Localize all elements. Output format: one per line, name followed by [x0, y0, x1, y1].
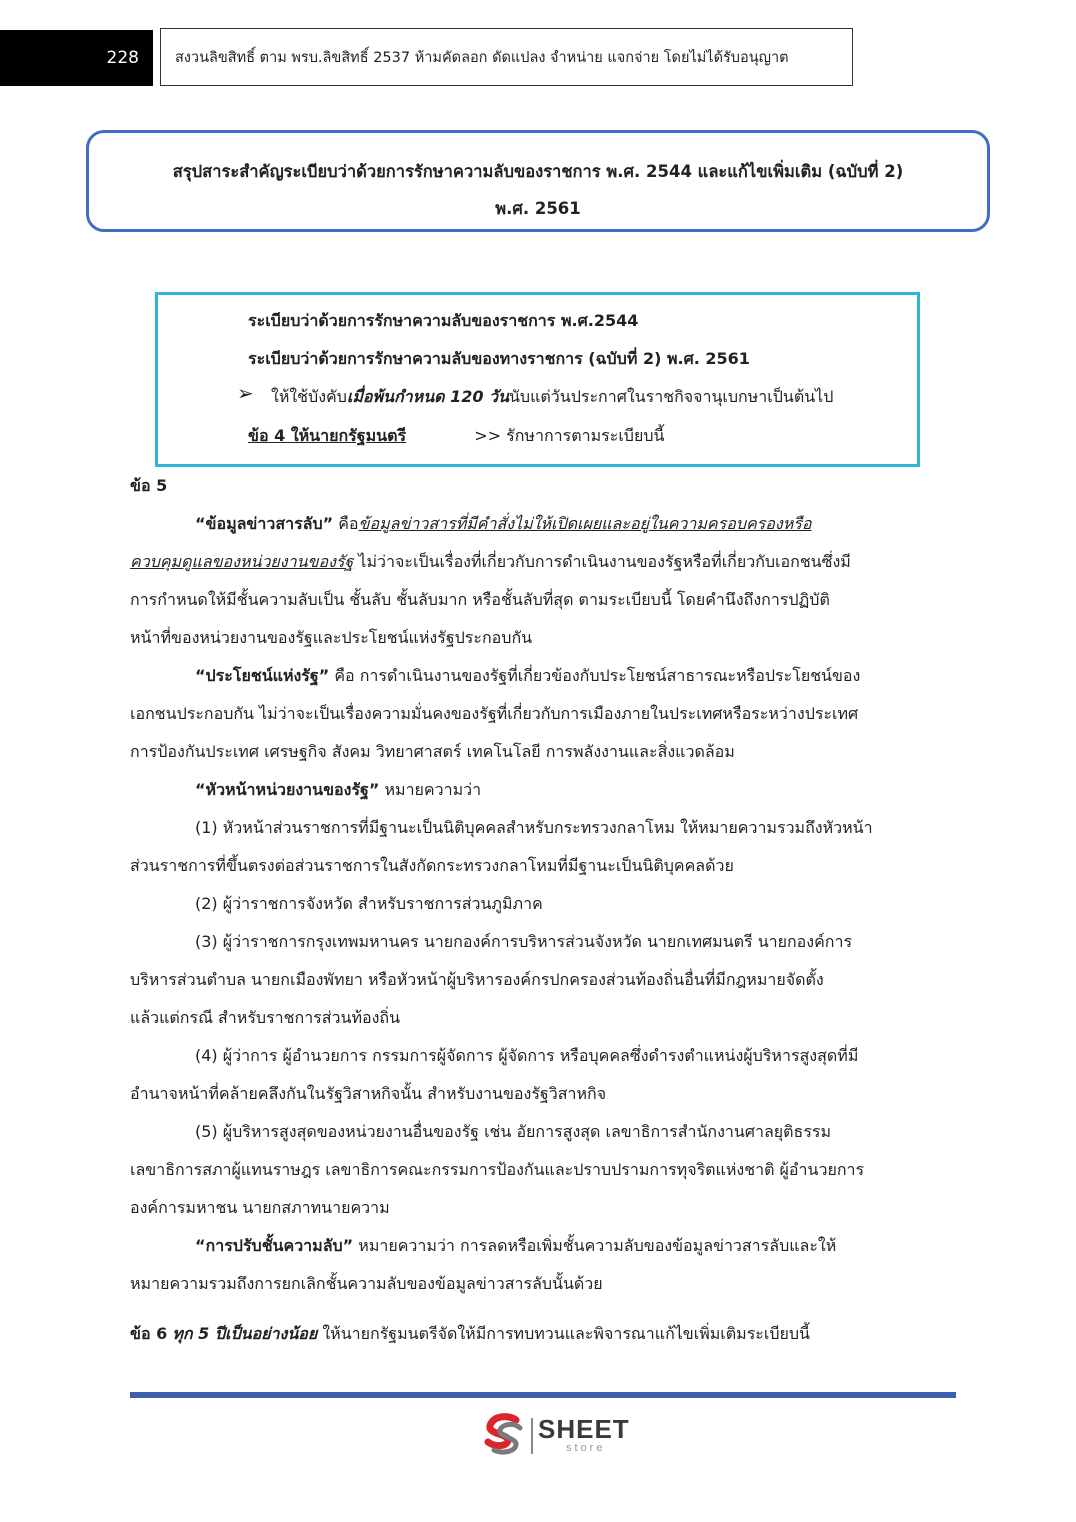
- item-5-line-2: เลขาธิการสภาผู้แทนราษฎร เลขาธิการคณะกรรมการป้องกันและปราบปรามการทุจริตแห่งชาติ ผู้อำนวยการ: [130, 1160, 865, 1179]
- copyright-notice: [160, 28, 853, 86]
- sheet-store-logo-icon: [478, 1412, 528, 1458]
- clause-5-label: ข้อ 5: [130, 476, 168, 495]
- definition-secret-info: [195, 514, 946, 534]
- definition-secret-info-line-2: [130, 552, 946, 572]
- logo-text: SHEET: [538, 1414, 630, 1444]
- regulation-2544: ระเบียบว่าด้วยการรักษาความลับของราชการ พ.ศ.2544: [248, 311, 639, 330]
- definition-secret-info-line-4: หน้าที่ของหน่วยงานของรัฐและประโยชน์แห่งรัฐประกอบกัน: [130, 628, 533, 647]
- definition-agency-head: [195, 780, 946, 800]
- item-4-line-2: อำนาจหน้าที่คล้ายคลึงกันในรัฐวิสาหกิจนั้น สำหรับงานของรัฐวิสาหกิจ: [130, 1084, 607, 1103]
- reclassification-line-1: หมายความว่า การลดหรือเพิ่มชั้นความลับของข้อมูลข่าวสารลับและให้: [353, 1236, 837, 1255]
- term-secret-info: “ข้อมูลข่าวสารลับ”: [195, 514, 334, 533]
- page-number: 228: [0, 30, 153, 86]
- title-line-1: สรุปสาระสำคัญระเบียบว่าด้วยการรักษาความลับของราชการ พ.ศ. 2544 และแก้ไขเพิ่มเติม (ฉบับที่ 2): [172, 162, 904, 181]
- item-3-line-3: แล้วแต่กรณี สำหรับราชการส่วนท้องถิ่น: [130, 1008, 401, 1027]
- title-line-2: พ.ศ. 2561: [495, 199, 581, 218]
- definition-secret-info-line-3: การกำหนดให้มีชั้นความลับเป็น ชั้นลับ ชั้นลับมาก หรือชั้นลับที่สุด ตามระเบียบนี้ โดยคำนึงถึงการปฏิบัติ: [130, 590, 830, 609]
- clause-6-emphasis: ทุก 5 ปีเป็นอย่างน้อย: [172, 1324, 318, 1343]
- clause-6-label: ข้อ 6: [130, 1324, 168, 1343]
- enforcement-line: [271, 385, 833, 410]
- item-5-line-1: (5) ผู้บริหารสูงสุดของหน่วยงานอื่นของรัฐ เช่น อัยการสูงสุด เลขาธิการสำนักงานศาลยุติธรรม: [195, 1122, 832, 1141]
- clause-6-text: ให้นายกรัฐมนตรีจัดให้มีการทบทวนและพิจารณาแก้ไขเพิ่มเติมระเบียบนี้: [317, 1324, 810, 1343]
- document-title: [86, 130, 990, 232]
- item-4-line-1: (4) ผู้ว่าการ ผู้อำนวยการ กรรมการผู้จัดการ ผู้จัดการ หรือบุคคลซึ่งดำรงตำแหน่งผู้บริหารสูงสุดที่มี: [195, 1046, 859, 1065]
- term-state-benefit: “ประโยชน์แห่งรัฐ”: [195, 666, 330, 685]
- definition-reclassification: [195, 1236, 946, 1256]
- clause-4-label: ข้อ 4 ให้นายกรัฐมนตรี: [248, 426, 407, 445]
- item-2-line-1: (2) ผู้ว่าราชการจังหวัด สำหรับราชการส่วนภูมิภาค: [195, 894, 543, 913]
- footer-rule: [130, 1392, 956, 1398]
- state-benefit-line-3: การป้องกันประเทศ เศรษฐกิจ สังคม วิทยาศาสตร์ เทคโนโลยี การพลังงานและสิ่งแวดล้อม: [130, 742, 735, 761]
- arrow-bullet-icon: ➢: [237, 381, 254, 405]
- clause-4-text: >> รักษาการตามระเบียบนี้: [474, 426, 665, 445]
- definition-state-benefit: [195, 666, 946, 686]
- item-3-line-1: (3) ผู้ว่าราชการกรุงเทพมหานคร นายกองค์การบริหารส่วนจังหวัด นายกเทศมนตรี นายกองค์การ: [195, 932, 853, 951]
- term-reclassification: “การปรับชั้นความลับ”: [195, 1236, 354, 1255]
- copyright-text: สงวนลิขสิทธิ์ ตาม พรบ.ลิขสิทธิ์ 2537 ห้ามคัดลอก ดัดแปลง จำหน่าย แจกจ่าย โดยไม่ได้รับอนุญาต: [175, 49, 789, 66]
- state-benefit-line-1: คือ การดำเนินงานของรัฐที่เกี่ยวข้องกับประโยชน์สาธารณะหรือประโยชน์ของ: [329, 666, 861, 685]
- definition-is: คือ: [333, 514, 359, 533]
- item-3-line-2: บริหารส่วนตำบล นายกเมืองพัทยา หรือหัวหน้าผู้บริหารองค์กรปกครองส่วนท้องถิ่นอื่นที่มีกฎหมายจัดตั้ง: [130, 970, 824, 989]
- definition-emphasis-1: ข้อมูลข่าวสารที่มีคำสั่งไม่ให้เปิดเผยและอยู่ในความครอบครองหรือ: [358, 514, 812, 533]
- logo-subtext: store: [566, 1442, 606, 1454]
- clause-4-line: [248, 424, 664, 449]
- definition-rest-2: ไม่ว่าจะเป็นเรื่องที่เกี่ยวกับการดำเนินงานของรัฐหรือที่เกี่ยวกับเอกชนซึ่งมี: [353, 552, 851, 571]
- term-agency-head: “หัวหน้าหน่วยงานของรัฐ”: [195, 780, 380, 799]
- item-5-line-3: องค์การมหาชน นายกสภาทนายความ: [130, 1198, 390, 1217]
- clause-6: [130, 1324, 946, 1344]
- enforce-post: นับแต่วันประกาศในราชกิจจานุเบกษาเป็นต้นไป: [508, 387, 834, 406]
- state-benefit-line-2: เอกชนประกอบกัน ไม่ว่าจะเป็นเรื่องความมั่นคงของรัฐที่เกี่ยวกับการเมืองภายในประเทศหรือระหว่างประเทศ: [130, 704, 859, 723]
- item-1-line-1: (1) หัวหน้าส่วนราชการที่มีฐานะเป็นนิติบุคคลสำหรับกระทรวงกลาโหม ให้หมายความรวมถึงหัวหน้า: [195, 818, 873, 837]
- item-1-line-2: ส่วนราชการที่ขึ้นตรงต่อส่วนราชการในสังกัดกระทรวงกลาโหมที่มีฐานะเป็นนิติบุคคลด้วย: [130, 856, 734, 875]
- agency-head-means: หมายความว่า: [379, 780, 482, 799]
- enforce-emphasis: เมื่อพ้นกำหนด 120 วัน: [346, 387, 509, 406]
- logo-divider: [531, 1418, 533, 1454]
- regulation-2561: ระเบียบว่าด้วยการรักษาความลับของทางราชการ (ฉบับที่ 2) พ.ศ. 2561: [248, 349, 750, 368]
- definition-emphasis-2: ควบคุมดูแลของหน่วยงานของรัฐ: [130, 552, 354, 571]
- reclassification-line-2: หมายความรวมถึงการยกเลิกชั้นความลับของข้อมูลข่าวสารลับนั้นด้วย: [130, 1274, 603, 1293]
- enforce-pre: ให้ใช้บังคับ: [271, 387, 347, 406]
